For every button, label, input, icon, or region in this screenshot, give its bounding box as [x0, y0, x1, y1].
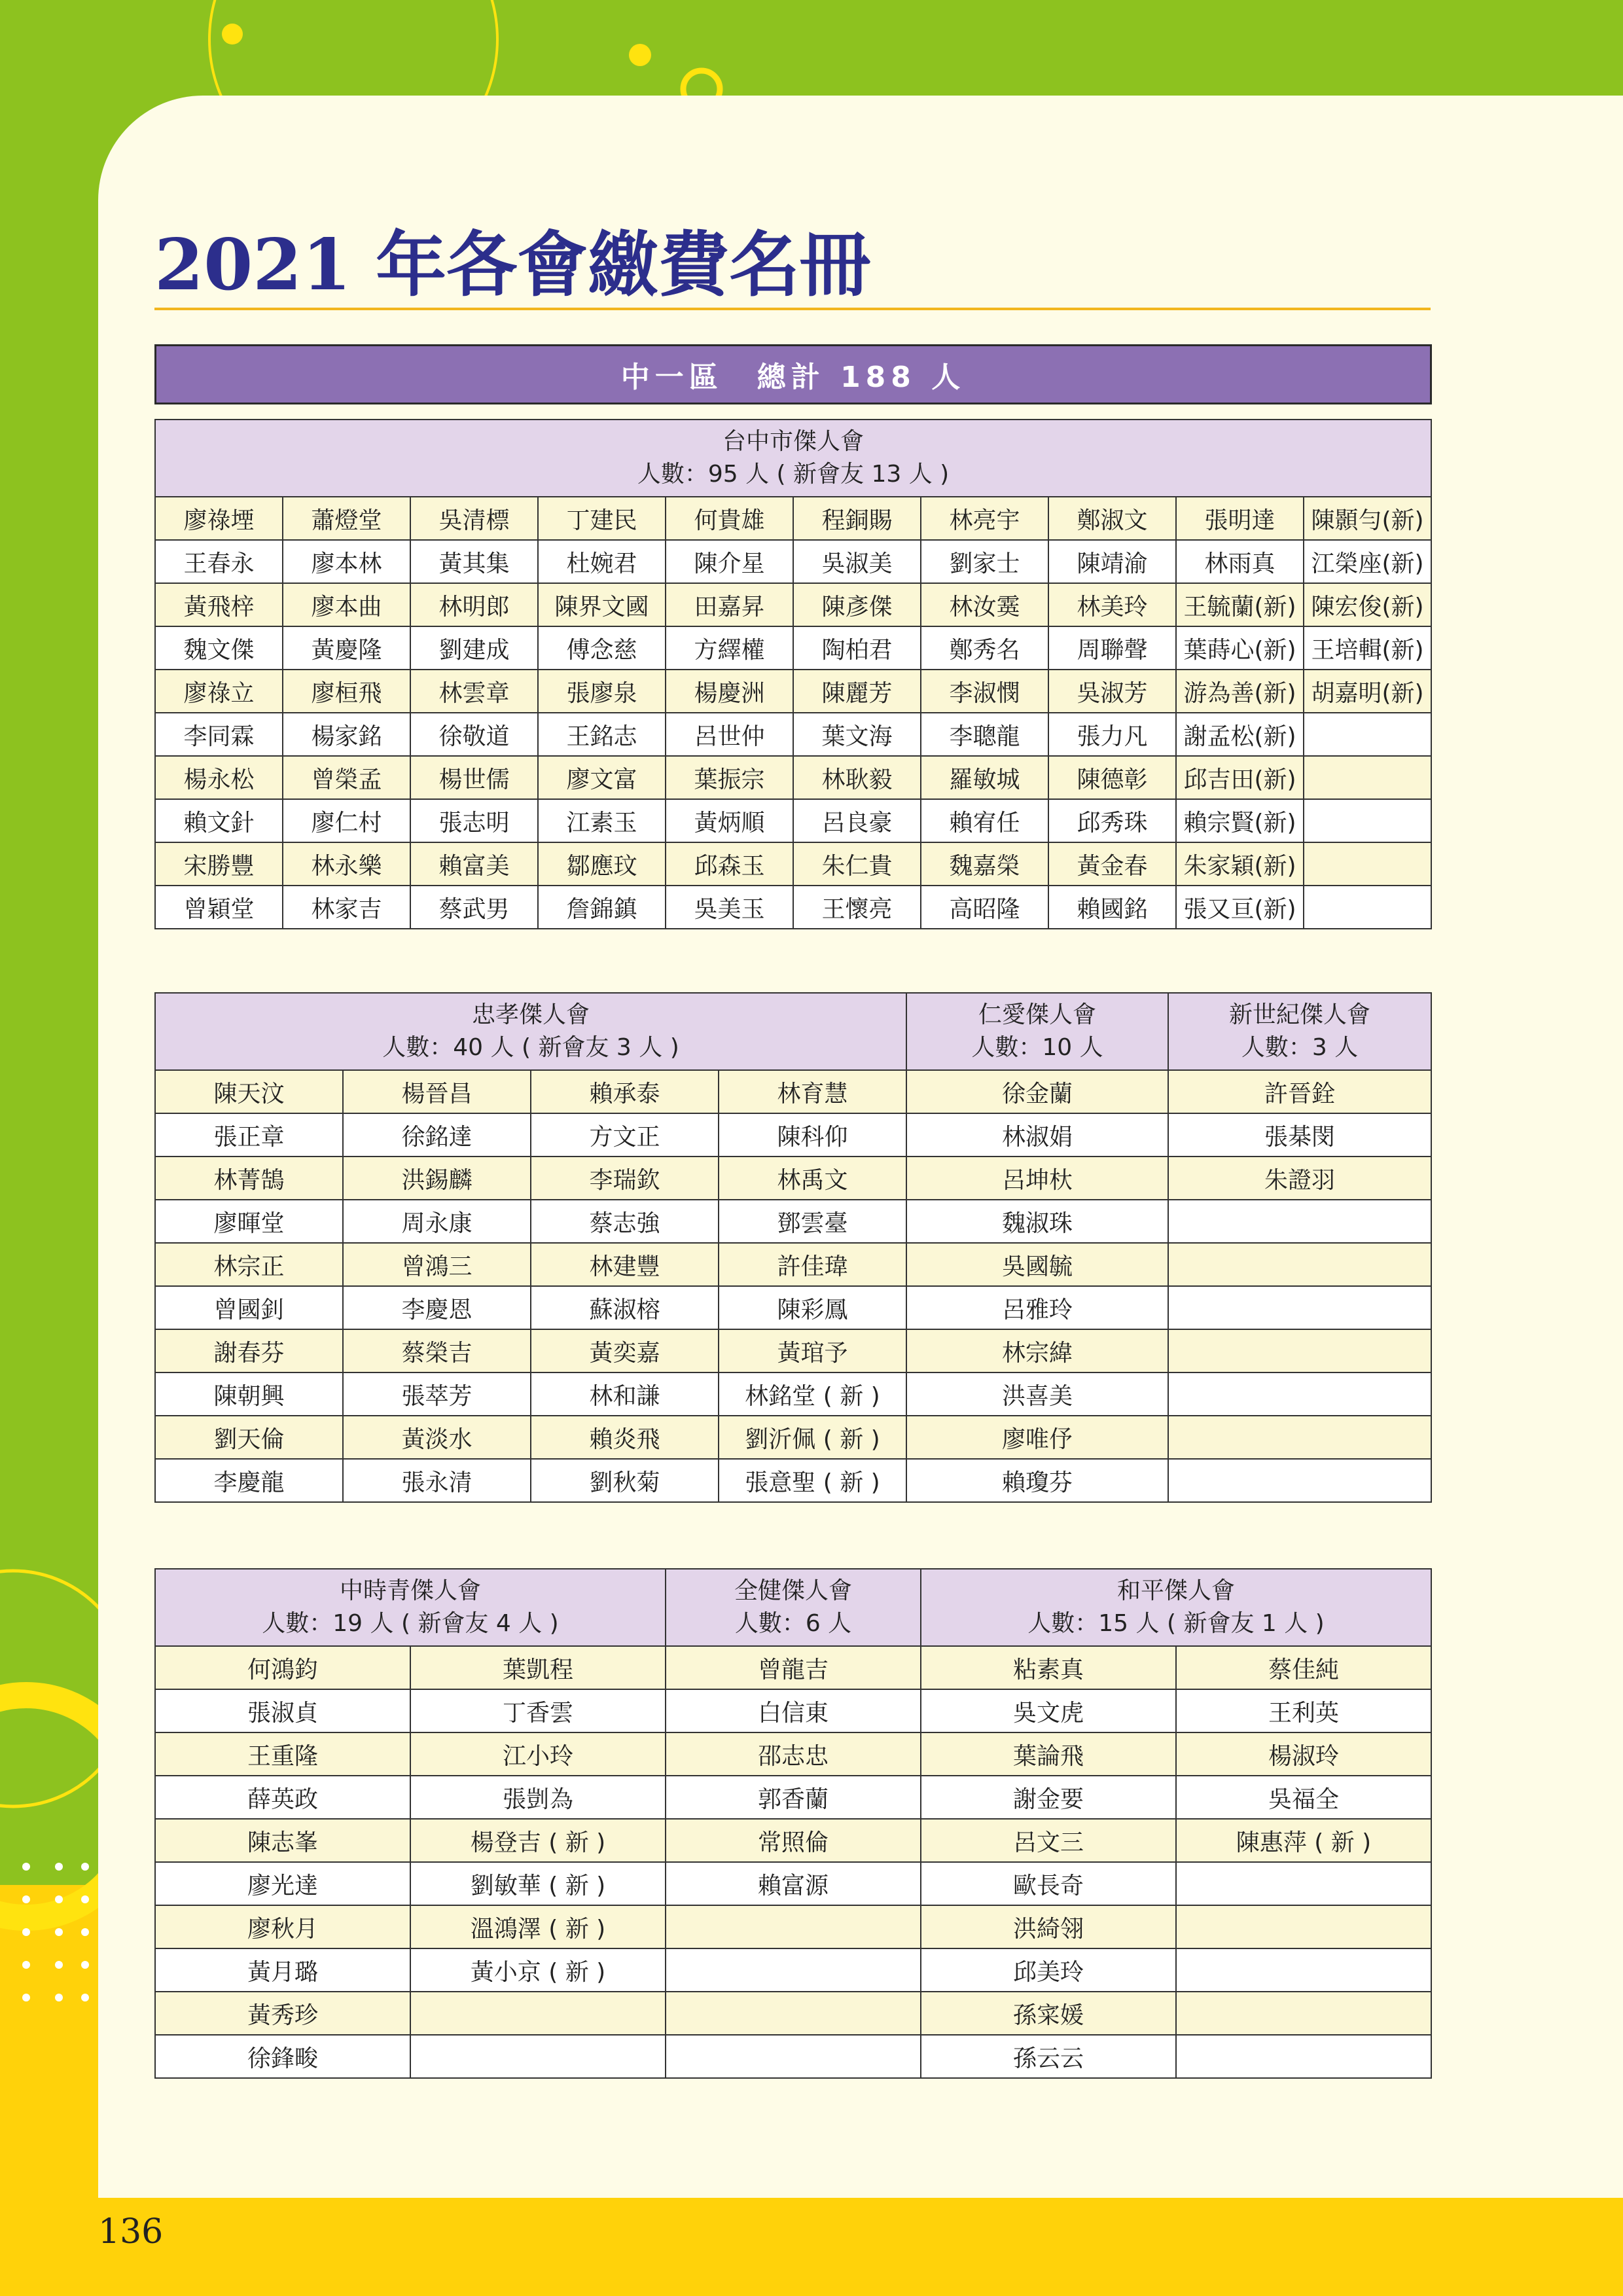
member-name-cell: 林淑娟: [906, 1113, 1168, 1157]
member-name-cell: 洪綺翎: [921, 1905, 1176, 1948]
member-name-cell: 廖祿立: [155, 670, 283, 713]
member-name-cell: 林家吉: [283, 886, 410, 929]
member-name-cell: 蔡武男: [410, 886, 538, 929]
table-row: [155, 1200, 1431, 1243]
member-name-cell: 曾穎堂: [155, 886, 283, 929]
member-name-cell: 葉論飛: [921, 1732, 1176, 1776]
member-name-cell: 廖唯伃: [906, 1416, 1168, 1459]
member-name-cell: 江榮座(新): [1304, 540, 1431, 583]
member-name-cell: 朱證羽: [1168, 1157, 1431, 1200]
table-row: [155, 2035, 1431, 2078]
table-row: [155, 540, 1431, 583]
member-name-cell: 何貴雄: [666, 497, 793, 540]
member-name-cell: 邵志忠: [666, 1732, 921, 1776]
member-name-cell: 方文正: [531, 1113, 719, 1157]
member-name-cell: 李慶龍: [155, 1459, 343, 1502]
member-name-cell: 詹錦鎮: [538, 886, 666, 929]
table-row: [155, 1243, 1431, 1286]
member-name-cell: 王春永: [155, 540, 283, 583]
member-name-cell: 宋勝豐: [155, 842, 283, 886]
member-name-cell: 陳彩鳳: [719, 1286, 906, 1329]
member-name-cell: 李同霖: [155, 713, 283, 756]
member-name-cell: 周聯聲: [1048, 626, 1176, 670]
member-name-cell: 曾國釗: [155, 1286, 343, 1329]
member-name-cell: 郭香蘭: [666, 1776, 921, 1819]
member-name-cell: 徐鋒畯: [155, 2035, 410, 2078]
member-name-cell: 鄒應玟: [538, 842, 666, 886]
member-name-cell: 陶柏君: [793, 626, 921, 670]
club-header: [666, 1569, 921, 1646]
member-name-cell: 曾榮孟: [283, 756, 410, 799]
member-name-cell: 陳麗芳: [793, 670, 921, 713]
table-row: [155, 1646, 1431, 1689]
table-row: [155, 497, 1431, 540]
member-name-cell: 孫云云: [921, 2035, 1176, 2078]
club-count: 人數：40 人 ( 新會友 3 人 ): [382, 1034, 679, 1061]
member-name-cell: 魏嘉榮: [921, 842, 1048, 886]
member-name-cell: [666, 1948, 921, 1992]
member-name-cell: [1304, 756, 1431, 799]
member-name-cell: 吳美玉: [666, 886, 793, 929]
club-name: 全健傑人會: [734, 1577, 852, 1604]
member-name-cell: 鄭秀名: [921, 626, 1048, 670]
member-name-cell: 張剴為: [410, 1776, 666, 1819]
table-row: [155, 1113, 1431, 1157]
member-name-cell: 黃月璐: [155, 1948, 410, 1992]
member-name-cell: 張志明: [410, 799, 538, 842]
member-name-cell: 賴瓊芬: [906, 1459, 1168, 1502]
member-name-cell: 吳福全: [1176, 1776, 1431, 1819]
member-name-cell: 賴富美: [410, 842, 538, 886]
member-name-cell: 粘素真: [921, 1646, 1176, 1689]
member-name-cell: 許佳瑋: [719, 1243, 906, 1286]
table-row: [155, 713, 1431, 756]
member-name-cell: 林美玲: [1048, 583, 1176, 626]
member-name-cell: 張永清: [343, 1459, 531, 1502]
member-name-cell: 傅念慈: [538, 626, 666, 670]
member-name-cell: 賴宥任: [921, 799, 1048, 842]
member-name-cell: 吳淑芳: [1048, 670, 1176, 713]
member-name-cell: 楊世儒: [410, 756, 538, 799]
member-name-cell: 黃飛梓: [155, 583, 283, 626]
club-header: [155, 420, 1431, 497]
member-name-cell: 王利英: [1176, 1689, 1431, 1732]
title-underline: [154, 308, 1431, 310]
member-name-cell: 黃金春: [1048, 842, 1176, 886]
member-name-cell: 張萃芳: [343, 1372, 531, 1416]
member-name-cell: [1168, 1416, 1431, 1459]
table-row: [155, 1776, 1431, 1819]
member-name-cell: 葉蒔心(新): [1176, 626, 1304, 670]
member-name-cell: 陳界文國: [538, 583, 666, 626]
member-name-cell: 林明郎: [410, 583, 538, 626]
member-name-cell: 劉家士: [921, 540, 1048, 583]
member-name-cell: 張意聖 ( 新 ): [719, 1459, 906, 1502]
club-count: 人數：15 人 ( 新會友 1 人 ): [1027, 1610, 1325, 1637]
member-name-cell: 林雨真: [1176, 540, 1304, 583]
member-name-cell: 賴炎飛: [531, 1416, 719, 1459]
member-name-cell: 廖秋月: [155, 1905, 410, 1948]
member-name-cell: 廖仁村: [283, 799, 410, 842]
member-name-cell: 蕭燈堂: [283, 497, 410, 540]
table-row: [155, 670, 1431, 713]
member-name-cell: 徐銘達: [343, 1113, 531, 1157]
member-name-cell: 黃秀珍: [155, 1992, 410, 2035]
member-name-cell: [666, 1905, 921, 1948]
member-name-cell: 謝春芬: [155, 1329, 343, 1372]
table-row: [155, 1416, 1431, 1459]
member-name-cell: 魏文傑: [155, 626, 283, 670]
member-name-cell: 方繹權: [666, 626, 793, 670]
member-name-cell: 呂世仲: [666, 713, 793, 756]
member-name-cell: 葉文海: [793, 713, 921, 756]
member-name-cell: 林建豐: [531, 1243, 719, 1286]
table-row: [155, 886, 1431, 929]
member-name-cell: 葉凱程: [410, 1646, 666, 1689]
member-name-cell: 賴國銘: [1048, 886, 1176, 929]
member-name-cell: 謝金要: [921, 1776, 1176, 1819]
member-name-cell: 曾鴻三: [343, 1243, 531, 1286]
member-name-cell: 張力凡: [1048, 713, 1176, 756]
member-name-cell: 程銅賜: [793, 497, 921, 540]
member-name-cell: 楊家銘: [283, 713, 410, 756]
member-name-cell: 吳清標: [410, 497, 538, 540]
member-name-cell: 劉天倫: [155, 1416, 343, 1459]
member-name-cell: 黃小京 ( 新 ): [410, 1948, 666, 1992]
member-name-cell: 陳德彰: [1048, 756, 1176, 799]
member-name-cell: 賴承泰: [531, 1070, 719, 1113]
table-row: [155, 1329, 1431, 1372]
member-name-cell: 林宗正: [155, 1243, 343, 1286]
member-name-cell: 江小玲: [410, 1732, 666, 1776]
member-name-cell: 廖祿堙: [155, 497, 283, 540]
member-name-cell: 李聰龍: [921, 713, 1048, 756]
club-header: [155, 993, 906, 1070]
club-name: 仁愛傑人會: [978, 1001, 1097, 1028]
member-name-cell: 吳文虎: [921, 1689, 1176, 1732]
member-name-cell: 黃其集: [410, 540, 538, 583]
page-title: 2021 年各會繳費名冊: [154, 224, 871, 306]
member-name-cell: [1304, 842, 1431, 886]
member-name-cell: 陳介星: [666, 540, 793, 583]
member-name-cell: 呂坤杕: [906, 1157, 1168, 1200]
table-row: [155, 756, 1431, 799]
member-name-cell: 高昭隆: [921, 886, 1048, 929]
member-name-cell: 廖本林: [283, 540, 410, 583]
member-name-cell: 魏淑珠: [906, 1200, 1168, 1243]
member-name-cell: [1304, 713, 1431, 756]
member-name-cell: 林銘堂 ( 新 ): [719, 1372, 906, 1416]
member-name-cell: 何鴻鈞: [155, 1646, 410, 1689]
member-name-cell: 白信東: [666, 1689, 921, 1732]
member-name-cell: [1168, 1243, 1431, 1286]
member-name-cell: [1304, 799, 1431, 842]
member-name-cell: [1168, 1459, 1431, 1502]
member-name-cell: 黃琯予: [719, 1329, 906, 1372]
member-name-cell: 劉秋菊: [531, 1459, 719, 1502]
member-name-cell: 張淑貞: [155, 1689, 410, 1732]
member-name-cell: 陳宏俊(新): [1304, 583, 1431, 626]
table-row: [155, 1862, 1431, 1905]
member-name-cell: 林禹文: [719, 1157, 906, 1200]
member-name-cell: 陳靖渝: [1048, 540, 1176, 583]
member-name-cell: 吳淑美: [793, 540, 921, 583]
club-name: 忠孝傑人會: [472, 1001, 590, 1028]
member-name-cell: 林和謙: [531, 1372, 719, 1416]
member-name-cell: 黃慶隆: [283, 626, 410, 670]
member-name-cell: 呂雅玲: [906, 1286, 1168, 1329]
member-name-cell: [410, 2035, 666, 2078]
member-name-cell: [1176, 2035, 1431, 2078]
table-row: [155, 1372, 1431, 1416]
club-count: 人數：95 人 ( 新會友 13 人 ): [637, 461, 950, 488]
member-name-cell: 廖光達: [155, 1862, 410, 1905]
member-name-cell: 賴文針: [155, 799, 283, 842]
table-row: [155, 1689, 1431, 1732]
club-header: [155, 1569, 666, 1646]
member-name-cell: 廖桓飛: [283, 670, 410, 713]
member-name-cell: 陳科仰: [719, 1113, 906, 1157]
member-name-cell: 張廖泉: [538, 670, 666, 713]
member-name-cell: 杜婉君: [538, 540, 666, 583]
member-name-cell: 林育慧: [719, 1070, 906, 1113]
table-row: [155, 626, 1431, 670]
member-name-cell: 孫寀媛: [921, 1992, 1176, 2035]
member-name-cell: 朱仁貴: [793, 842, 921, 886]
member-name-cell: 曾龍吉: [666, 1646, 921, 1689]
member-name-cell: 常照倫: [666, 1819, 921, 1862]
club-name: 台中市傑人會: [722, 428, 865, 455]
member-name-cell: 呂文三: [921, 1819, 1176, 1862]
member-name-cell: 葉振宗: [666, 756, 793, 799]
table-row: [155, 1286, 1431, 1329]
member-name-cell: 洪錫麟: [343, 1157, 531, 1200]
member-name-cell: 林宗緯: [906, 1329, 1168, 1372]
member-name-cell: 陳彥傑: [793, 583, 921, 626]
member-name-cell: 林雲章: [410, 670, 538, 713]
zhongshiqing-quanjian-heping-table: [154, 1568, 1432, 2079]
club-name: 中時青傑人會: [339, 1577, 481, 1604]
member-name-cell: 王懷亮: [793, 886, 921, 929]
page-number: 136: [98, 2212, 164, 2251]
member-name-cell: 楊慶洲: [666, 670, 793, 713]
member-name-cell: 邱美玲: [921, 1948, 1176, 1992]
member-name-cell: 蔡佳純: [1176, 1646, 1431, 1689]
member-name-cell: 薛英政: [155, 1776, 410, 1819]
member-name-cell: 游為善(新): [1176, 670, 1304, 713]
member-name-cell: 李慶恩: [343, 1286, 531, 1329]
member-name-cell: 王培輯(新): [1304, 626, 1431, 670]
member-name-cell: 王重隆: [155, 1732, 410, 1776]
member-name-cell: 賴宗賢(新): [1176, 799, 1304, 842]
table-row: [155, 583, 1431, 626]
member-name-cell: [666, 1992, 921, 2035]
member-name-cell: 吳國毓: [906, 1243, 1168, 1286]
table-row: [155, 799, 1431, 842]
club-count: 人數：19 人 ( 新會友 4 人 ): [262, 1610, 559, 1637]
club-header: [1168, 993, 1431, 1070]
member-name-cell: 楊登吉 ( 新 ): [410, 1819, 666, 1862]
member-name-cell: 楊淑玲: [1176, 1732, 1431, 1776]
table-row: [155, 842, 1431, 886]
member-name-cell: 邱吉田(新): [1176, 756, 1304, 799]
member-name-cell: [1176, 1948, 1431, 1992]
member-name-cell: 胡嘉明(新): [1304, 670, 1431, 713]
member-name-cell: 劉建成: [410, 626, 538, 670]
member-name-cell: 丁建民: [538, 497, 666, 540]
member-name-cell: 林亮宇: [921, 497, 1048, 540]
member-name-cell: 林菁鵠: [155, 1157, 343, 1200]
member-name-cell: 羅敏城: [921, 756, 1048, 799]
table-row: [155, 1992, 1431, 2035]
member-name-cell: 朱家穎(新): [1176, 842, 1304, 886]
member-name-cell: 蔡榮吉: [343, 1329, 531, 1372]
member-name-cell: 田嘉昇: [666, 583, 793, 626]
member-name-cell: 楊晉昌: [343, 1070, 531, 1113]
member-name-cell: [1168, 1372, 1431, 1416]
member-name-cell: 周永康: [343, 1200, 531, 1243]
club-count: 人數：10 人: [971, 1034, 1103, 1061]
member-name-cell: 廖暉堂: [155, 1200, 343, 1243]
member-name-cell: 歐長奇: [921, 1862, 1176, 1905]
member-name-cell: 賴富源: [666, 1862, 921, 1905]
member-name-cell: 徐敬道: [410, 713, 538, 756]
member-name-cell: 洪喜美: [906, 1372, 1168, 1416]
member-name-cell: 楊永松: [155, 756, 283, 799]
member-name-cell: 許晉銓: [1168, 1070, 1431, 1113]
member-name-cell: 呂良豪: [793, 799, 921, 842]
member-name-cell: 邱秀珠: [1048, 799, 1176, 842]
member-name-cell: 王毓蘭(新): [1176, 583, 1304, 626]
table-row: [155, 1732, 1431, 1776]
table-row: [155, 1819, 1431, 1862]
zhongxiao-renai-xinshiji-table: [154, 992, 1432, 1503]
member-name-cell: 李淑憫: [921, 670, 1048, 713]
member-name-cell: [410, 1992, 666, 2035]
member-name-cell: 張又亘(新): [1176, 886, 1304, 929]
member-name-cell: 林耿毅: [793, 756, 921, 799]
member-name-cell: [666, 2035, 921, 2078]
member-name-cell: 丁香雲: [410, 1689, 666, 1732]
club-name: 新世紀傑人會: [1229, 1001, 1371, 1028]
club-count: 人數：3 人: [1241, 1034, 1359, 1061]
member-name-cell: 邱森玉: [666, 842, 793, 886]
member-name-cell: 王銘志: [538, 713, 666, 756]
member-name-cell: 廖文富: [538, 756, 666, 799]
member-name-cell: 張正章: [155, 1113, 343, 1157]
member-name-cell: 黃奕嘉: [531, 1329, 719, 1372]
table-row: [155, 1459, 1431, 1502]
member-name-cell: 陳朝興: [155, 1372, 343, 1416]
member-name-cell: 張明達: [1176, 497, 1304, 540]
member-name-cell: [1176, 1992, 1431, 2035]
club-header: [921, 1569, 1431, 1646]
club-count: 人數：6 人: [734, 1610, 852, 1637]
taichung-club-table: [154, 419, 1432, 929]
member-name-cell: 林汝霙: [921, 583, 1048, 626]
member-name-cell: 張棊閔: [1168, 1113, 1431, 1157]
member-name-cell: 鄭淑文: [1048, 497, 1176, 540]
member-name-cell: 劉沂佩 ( 新 ): [719, 1416, 906, 1459]
member-name-cell: [1168, 1329, 1431, 1372]
member-name-cell: 江素玉: [538, 799, 666, 842]
member-name-cell: 李瑞欽: [531, 1157, 719, 1200]
member-name-cell: 陳志峯: [155, 1819, 410, 1862]
member-name-cell: [1176, 1862, 1431, 1905]
member-name-cell: 徐金蘭: [906, 1070, 1168, 1113]
table-row: [155, 1070, 1431, 1113]
table-row: [155, 1905, 1431, 1948]
member-name-cell: [1168, 1200, 1431, 1243]
member-name-cell: 陳顥勻(新): [1304, 497, 1431, 540]
region-header: 中一區 總計 188 人: [154, 344, 1432, 404]
member-name-cell: [1304, 886, 1431, 929]
club-header: [906, 993, 1168, 1070]
club-name: 和平傑人會: [1116, 1577, 1235, 1604]
member-name-cell: 陳惠萍 ( 新 ): [1176, 1819, 1431, 1862]
member-name-cell: 廖本曲: [283, 583, 410, 626]
member-name-cell: 蔡志強: [531, 1200, 719, 1243]
member-name-cell: 溫鴻澤 ( 新 ): [410, 1905, 666, 1948]
member-name-cell: 黃淡水: [343, 1416, 531, 1459]
member-name-cell: 蘇淑榕: [531, 1286, 719, 1329]
member-name-cell: 謝孟松(新): [1176, 713, 1304, 756]
member-name-cell: [1176, 1905, 1431, 1948]
member-name-cell: 陳天汶: [155, 1070, 343, 1113]
member-name-cell: 林永樂: [283, 842, 410, 886]
member-name-cell: 黃炳順: [666, 799, 793, 842]
table-row: [155, 1157, 1431, 1200]
member-name-cell: [1168, 1286, 1431, 1329]
member-name-cell: 劉敏華 ( 新 ): [410, 1862, 666, 1905]
table-row: [155, 1948, 1431, 1992]
member-name-cell: 鄧雲臺: [719, 1200, 906, 1243]
